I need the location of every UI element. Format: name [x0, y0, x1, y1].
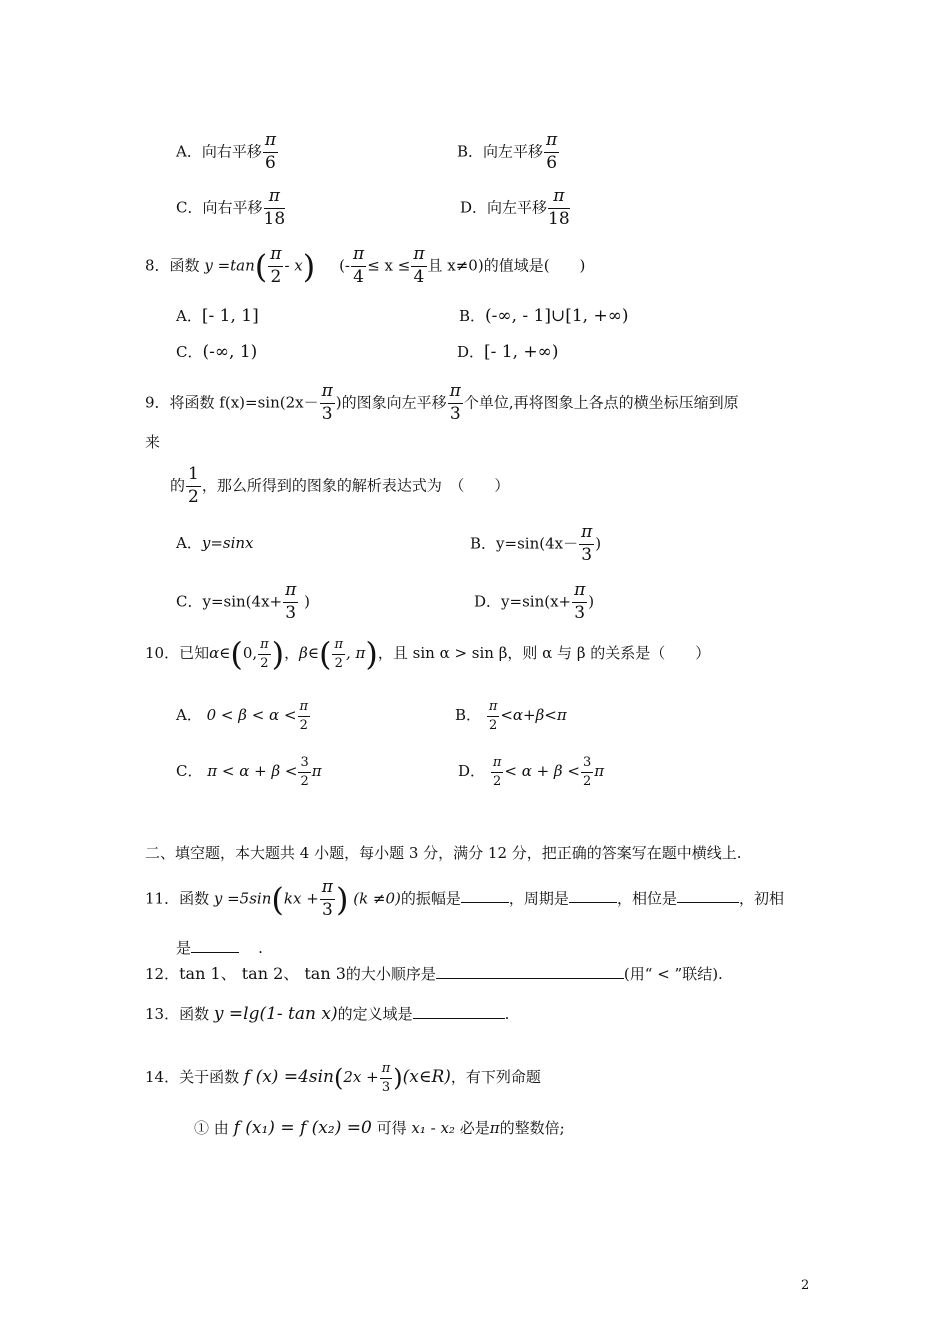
- q14-stem: 14．关于函数 f (x) =4sin(2x + $\frac{\pi}{3}$ )(x∈R)，有下列命题: [145, 1061, 541, 1095]
- q8-option-c: C．(-∞, 1): [176, 342, 258, 362]
- q7-option-a: A．向右平移 $\frac{\pi}{6}$: [176, 130, 277, 173]
- q10-option-d: D． $\frac{\pi}{2}$ < α + β < $\frac{3}{2}$ π: [458, 755, 605, 789]
- period-blank[interactable]: [569, 890, 617, 903]
- q8-option-a: A．[- 1, 1]: [176, 306, 259, 326]
- order-blank[interactable]: [436, 966, 624, 979]
- q8-option-b: B．(-∞, - 1]∪[1, +∞): [459, 306, 629, 326]
- domain-blank[interactable]: [413, 1006, 505, 1019]
- amplitude-blank[interactable]: [461, 890, 509, 903]
- q9-option-b: B．y=sin(4x－ $\frac{\pi}{3}$ ): [470, 522, 602, 565]
- q9-option-d: D．y=sin(x+ $\frac{\pi}{3}$ ): [474, 580, 595, 623]
- q11-stem: 11．函数 y =5sin(kx + $\frac{\pi}{3}$ ) (k ≠0)的振幅是 ，周期是 ，相位是 ，初相: [145, 877, 784, 920]
- q7-option-b: B．向左平移 $\frac{\pi}{6}$: [457, 130, 558, 173]
- section-heading: 二、填空题，本大题共 4 小题，每小题 3 分，满分 12 分，把正确的答案写在题中横线上.: [145, 844, 742, 862]
- q8-option-d: D．[- 1, +∞): [457, 342, 559, 362]
- q9-stem-wrap: 来: [145, 433, 161, 451]
- q13-stem: 13．函数 y =lg(1- tan x)的定义域是 .: [145, 1004, 510, 1024]
- q10-option-c: C． π < α + β < $\frac{3}{2}$ π: [176, 755, 322, 789]
- q10-option-a: A． 0 < β < α < $\frac{\pi}{2}$: [176, 699, 309, 733]
- q8-stem: 8．函数 y =tan( $\frac{\pi}{2}$ - x) (- $\frac{\pi}{4}$ ≤ x ≤ $\frac{\pi}{4}$ 且 x≠0)的值域是( ): [145, 244, 586, 287]
- q10-stem: 10．已知α∈(0, $\frac{\pi}{2}$ )，β∈( $\frac{\pi}{2}$ , π)，且 sin α > sin β，则 α 与 β 的关系是（ ）: [145, 635, 711, 674]
- q10-option-b: B． $\frac{\pi}{2}$ <α+β<π: [455, 699, 567, 733]
- q7-option-c: C．向右平移 $\frac{\pi}{18}$: [176, 186, 286, 229]
- phase-blank[interactable]: [677, 890, 739, 903]
- q12-stem: 12．tan 1、 tan 2、 tan 3的大小顺序是 (用“ < ”联结).: [145, 964, 723, 983]
- q14-proposition-1: ① 由 f (x₁) = f (x₂) =0 可得 x₁ - x₂ 必是π的整数倍;: [194, 1118, 565, 1138]
- q9-stem-line2: 的 $\frac{1}{2}$ ，那么所得到的图象的解析表达式为 （ ）: [170, 464, 510, 507]
- initial-phase-blank[interactable]: [191, 940, 239, 953]
- q7-option-d: D．向左平移 $\frac{\pi}{18}$: [460, 186, 570, 229]
- q11-stem-wrap: 是 .: [176, 939, 263, 957]
- page-number: 2: [801, 1278, 810, 1293]
- q9-option-c: C．y=sin(4x+ $\frac{\pi}{3}$ ): [176, 580, 310, 623]
- q9-stem: 9．将函数 f(x)=sin(2x－ $\frac{\pi}{3}$ )的图象向左平移 $\frac{\pi}{3}$ 个单位,再将图象上各点的横坐标压缩到原: [145, 381, 739, 424]
- q9-option-a: A．y=sinx: [176, 534, 254, 552]
